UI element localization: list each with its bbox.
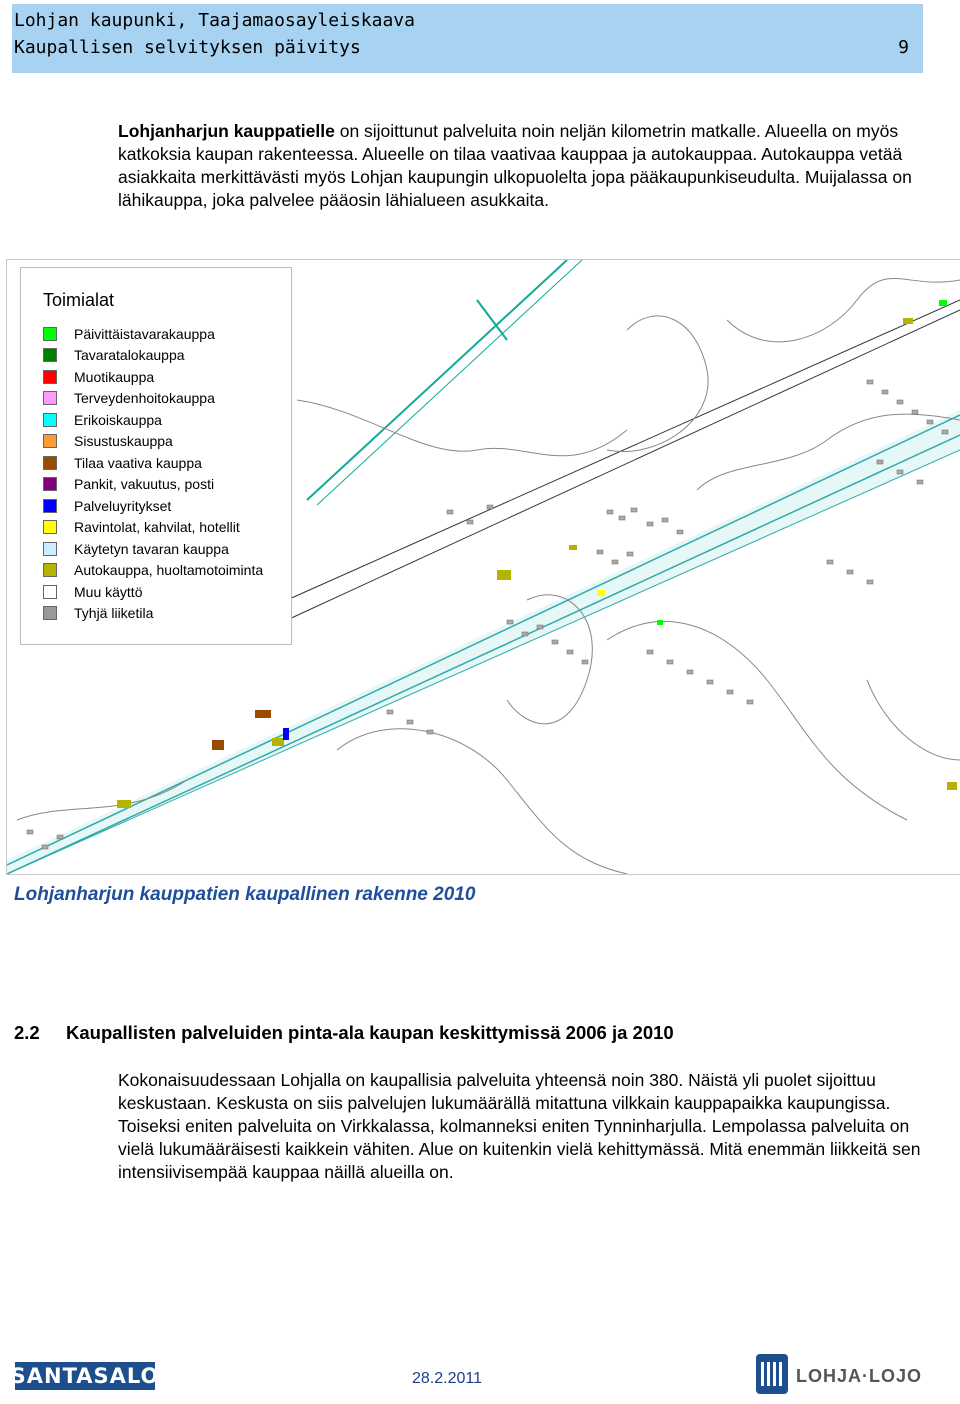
legend-label: Pankit, vakuutus, posti	[74, 476, 215, 493]
intro-paragraph	[118, 120, 924, 212]
legend-label: Autokauppa, huoltamotoiminta	[74, 562, 264, 579]
legend-swatch	[43, 542, 57, 556]
lohja-logo	[752, 1352, 924, 1398]
legend-item	[43, 409, 263, 431]
legend-label: Ravintolat, kahvilat, hotellit	[74, 519, 240, 536]
legend-label: Sisustuskauppa	[74, 433, 173, 450]
map-figure	[6, 259, 960, 875]
legend-label: Palveluyritykset	[74, 497, 172, 514]
legend-title: Toimialat	[43, 290, 115, 310]
legend-item	[43, 581, 263, 603]
legend-swatch	[43, 327, 57, 341]
legend-label: Muotikauppa	[74, 368, 155, 385]
legend-item	[43, 452, 263, 474]
legend-item	[43, 495, 263, 517]
document-title: Lohjan kaupunki, Taajamaosayleiskaava	[14, 10, 415, 31]
section-number: 2.2	[14, 1022, 40, 1043]
legend-item	[43, 517, 263, 539]
map-caption: Lohjanharjun kauppatien kaupallinen rakenne 2010	[14, 884, 476, 905]
page-header	[12, 4, 923, 73]
legend-swatch	[43, 520, 57, 534]
legend-item	[43, 345, 263, 367]
legend-label: Tavaratalokauppa	[74, 347, 185, 364]
legend-swatch	[43, 585, 57, 599]
legend-item	[43, 560, 263, 582]
legend-label: Tyhjä liiketila	[74, 605, 154, 622]
intro-bold: Lohjanharjun kauppatielle	[118, 121, 335, 141]
legend-label: Erikoiskauppa	[74, 411, 162, 428]
legend-swatch	[43, 456, 57, 470]
legend-swatch	[43, 348, 57, 362]
intro-text: on sijoittunut palveluita noin neljän kilometrin matkalle. Alueella on myös katkoksia kaupan rakenteessa. Alueelle on tilaa vaativaa kauppaa ja autokauppaa. Autokauppa vetää asiakkaita merkittävästi myös Lohjan kaupungin ulkopuolelta jopa pääkaupunkiseudulta. Muijalassa on lähikauppa, joka palvelee pääosin lähialueen asukkaita.	[118, 121, 912, 210]
legend-swatch	[43, 391, 57, 405]
legend-swatch	[43, 563, 57, 577]
legend-label: Muu käyttö	[74, 583, 143, 600]
page-number: 9	[898, 37, 909, 58]
legend-label: Terveydenhoitokauppa	[74, 390, 215, 407]
section-title: Kaupallisten palveluiden pinta-ala kaupan keskittymissä 2006 ja 2010	[66, 1022, 674, 1043]
legend-item	[43, 431, 263, 453]
legend-swatch	[43, 413, 57, 427]
legend-item	[43, 603, 263, 625]
legend-item	[43, 366, 263, 388]
legend-item	[43, 323, 263, 345]
legend-item	[43, 388, 263, 410]
map-legend	[20, 267, 292, 645]
legend-item	[43, 538, 263, 560]
santasalo-logo: SANTASALO	[10, 1364, 160, 1388]
footer-date: 28.2.2011	[412, 1370, 482, 1387]
legend-swatch	[43, 499, 57, 513]
legend-swatch	[43, 434, 57, 448]
legend-swatch	[43, 477, 57, 491]
legend-items	[43, 323, 263, 624]
legend-item	[43, 474, 263, 496]
legend-label: Tilaa vaativa kauppa	[74, 454, 202, 471]
lohja-logo-text: LOHJA·LOJO	[796, 1366, 923, 1386]
body-paragraph: Kokonaisuudessaan Lohjalla on kaupallisia palveluita yhteensä noin 380. Näistä yli puolet sijoittuu keskustaan. Keskusta on siis palvelujen lukumäärällä mitattuna vilkkain kauppapaikka kaupungissa. Toiseksi eniten palveluita on Virkkalassa, kolmanneksi eniten Tynninharjulla. Lempolassa palveluita on vielä lukumääräisesti kaikkein vähiten. Alue on kuitenkin vielä kehittymässä. Mitä enemmän liikkeitä sen intensiivisempää kauppaa näillä alueilla on.	[118, 1070, 921, 1182]
legend-swatch	[43, 606, 57, 620]
legend-label: Käytetyn tavaran kauppa	[74, 540, 229, 557]
legend-swatch	[43, 370, 57, 384]
document-subtitle: Kaupallisen selvityksen päivitys	[14, 37, 361, 58]
lohja-crest-icon	[752, 1352, 792, 1398]
legend-label: Päivittäistavarakauppa	[74, 325, 215, 342]
